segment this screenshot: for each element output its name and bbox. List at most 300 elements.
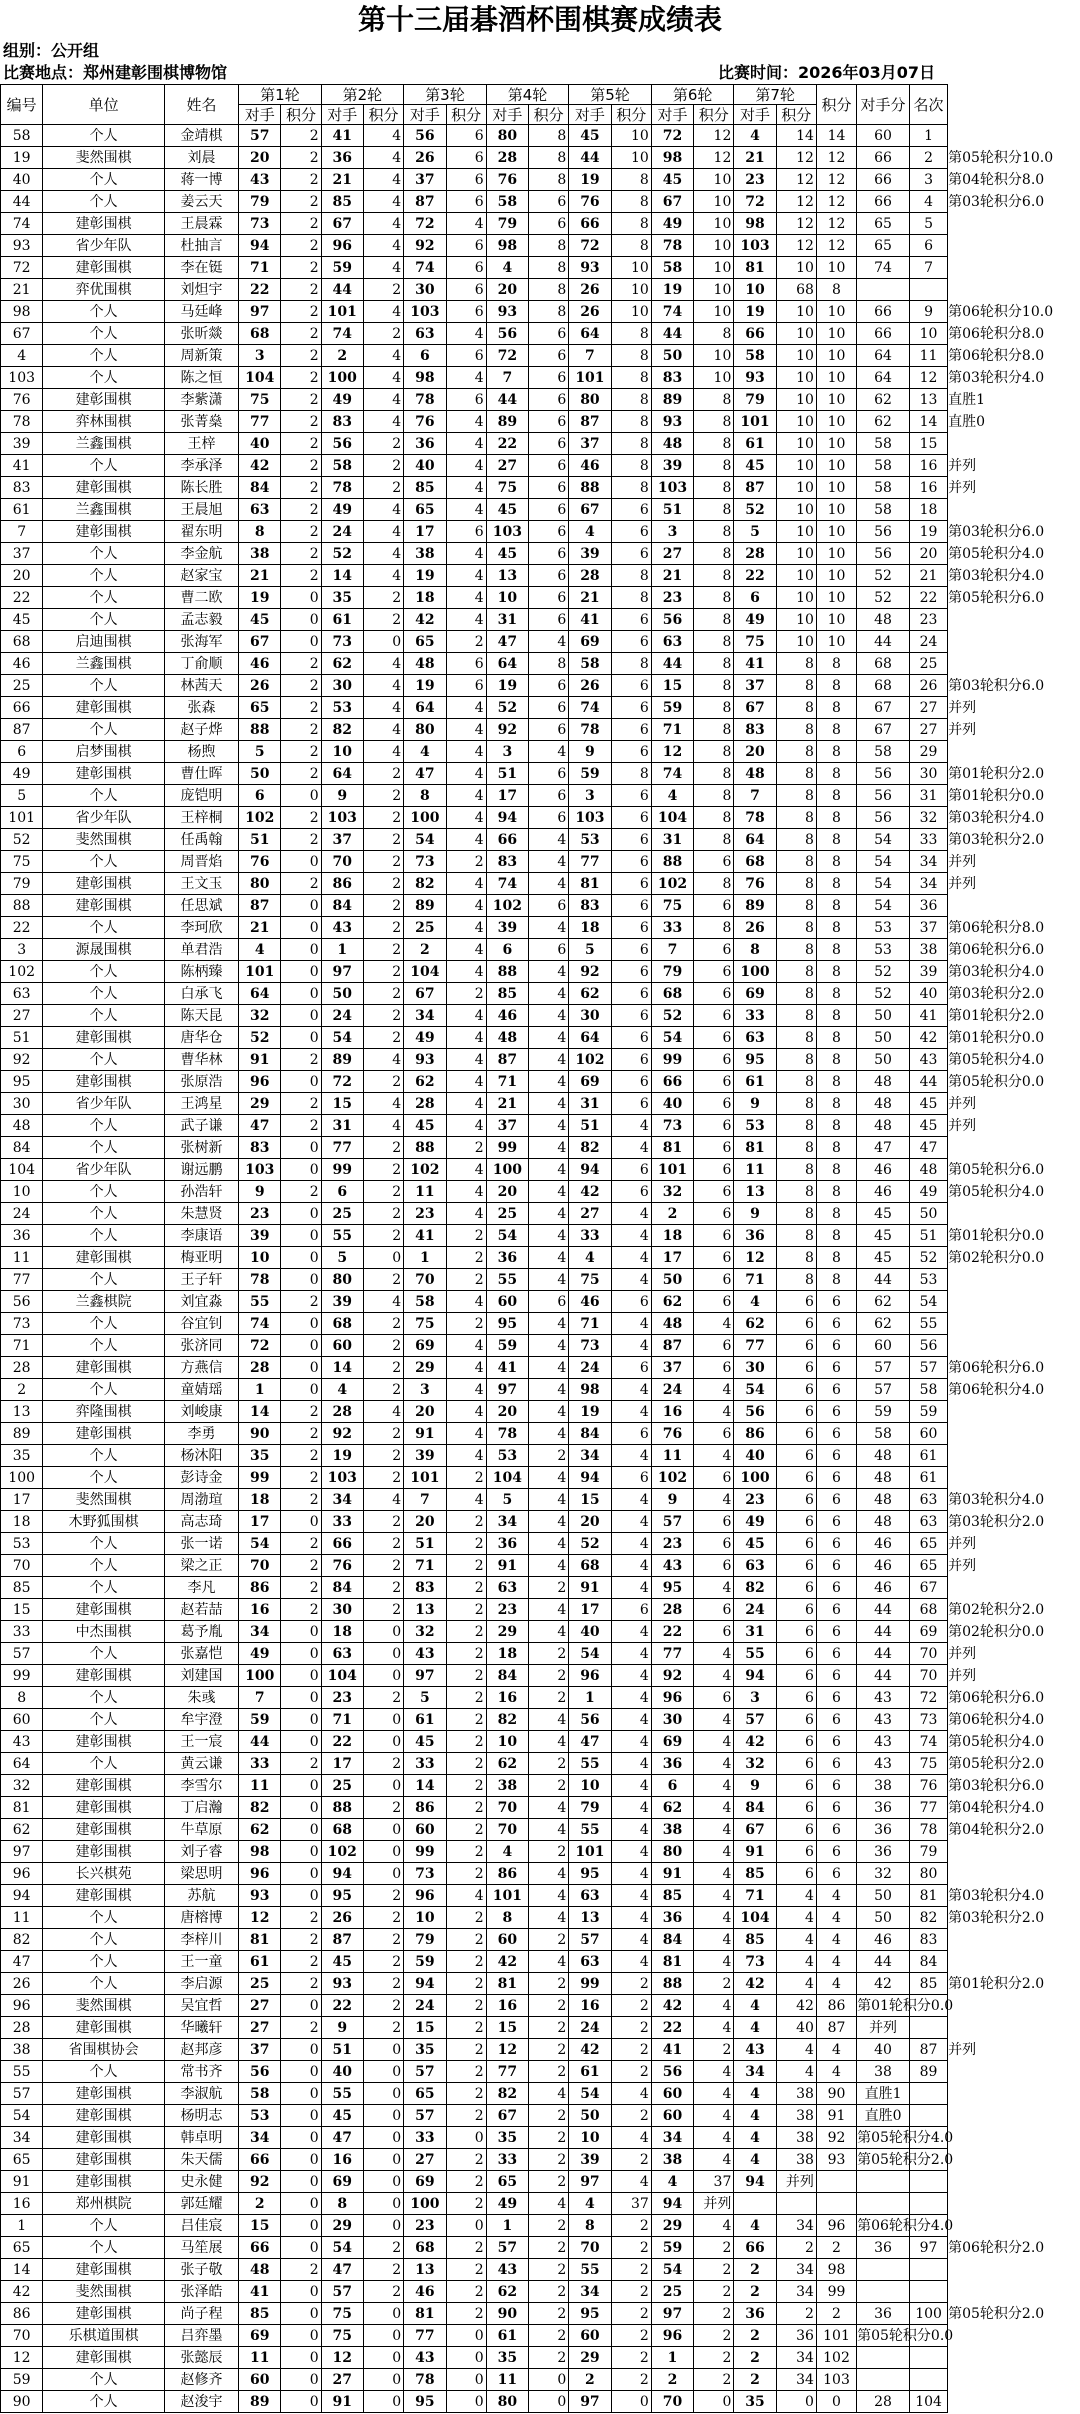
- cell-r7-pts: 6: [776, 1467, 816, 1489]
- cell-r4-pts: 4: [529, 1137, 569, 1159]
- cell-unit: 建彰围棋: [43, 895, 165, 917]
- cell-r3-pts: 2: [446, 2105, 486, 2127]
- cell-r1-pts: 2: [281, 1423, 321, 1445]
- cell-r2-opp: 22: [321, 1731, 363, 1753]
- cell-r3-pts: 4: [446, 829, 486, 851]
- cell-r5-pts: 8: [611, 389, 651, 411]
- cell-rank: 55: [910, 1313, 948, 1335]
- cell-no: 22: [1, 587, 43, 609]
- cell-sos: 66: [857, 191, 910, 213]
- cell-note: 第03轮积分4.0: [948, 809, 1045, 826]
- cell-r4-pts: 2: [529, 2347, 569, 2369]
- cell-r6-pts: 8: [694, 653, 734, 675]
- col-round-6-pts: 积分: [694, 105, 734, 125]
- cell-score: 8: [816, 829, 856, 851]
- cell-r1-opp: 11: [239, 1775, 281, 1797]
- cell-r6-opp: 29: [651, 2215, 693, 2237]
- cell-r4-opp: 80: [486, 2391, 528, 2413]
- cell-r7-opp: 49: [734, 609, 776, 631]
- cell-name: 张昕燚: [165, 323, 239, 345]
- cell-r1-opp: 96: [239, 1863, 281, 1885]
- cell-name: 李勇: [165, 1423, 239, 1445]
- cell-r5-pts: 6: [611, 1599, 651, 1621]
- cell-sos: 53: [857, 917, 910, 939]
- col-name: 姓名: [165, 85, 239, 125]
- cell-r5-opp: 54: [569, 1643, 611, 1665]
- cell-r4-pts: 6: [529, 477, 569, 499]
- cell-r7-pts: 10: [776, 609, 816, 631]
- cell-r4-pts: 4: [529, 1555, 569, 1577]
- cell-r6-pts: 8: [694, 411, 734, 433]
- cell-r4-opp: 34: [486, 1511, 528, 1533]
- cell-r7-pts: 10: [776, 433, 816, 455]
- cell-note: 直胜1: [948, 391, 986, 408]
- cell-r3-pts: 2: [446, 1643, 486, 1665]
- cell-score: 8: [816, 983, 856, 1005]
- table-row: [1, 455, 1080, 477]
- cell-r5-opp: 70: [569, 2237, 611, 2259]
- cell-r2-opp: 102: [321, 1841, 363, 1863]
- cell-no: 24: [1, 1203, 43, 1225]
- cell-r5-pts: 6: [611, 543, 651, 565]
- cell-no: 17: [1, 1489, 43, 1511]
- cell-r6-opp: 17: [651, 1247, 693, 1269]
- cell-sos: 44: [857, 1621, 910, 1643]
- cell-r4-pts: 4: [529, 917, 569, 939]
- cell-r1-pts: 0: [281, 1687, 321, 1709]
- cell-no: 21: [1, 279, 43, 301]
- cell-note: [948, 1995, 1080, 2017]
- cell-sos: 直胜0: [857, 2105, 910, 2127]
- cell-note: [948, 2061, 1080, 2083]
- cell-r4-pts: 2: [529, 2303, 569, 2325]
- cell-r4-pts: 6: [529, 345, 569, 367]
- cell-name: 李金航: [165, 543, 239, 565]
- cell-r2-opp: 75: [321, 2325, 363, 2347]
- cell-name: 王晨霖: [165, 213, 239, 235]
- cell-r4-pts: 2: [529, 1753, 569, 1775]
- cell-r7-opp: 71: [734, 1885, 776, 1907]
- cell-r4-opp: 70: [486, 1797, 528, 1819]
- cell-unit: 建彰围棋: [43, 477, 165, 499]
- cell-score: 6: [816, 1775, 856, 1797]
- cell-r7-opp: 43: [734, 2039, 776, 2061]
- table-row: [1, 1621, 1080, 1643]
- cell-r1-pts: 0: [281, 2303, 321, 2325]
- cell-name: 唐华仓: [165, 1027, 239, 1049]
- cell-r5-pts: 0: [611, 2391, 651, 2413]
- cell-r2-opp: 84: [321, 895, 363, 917]
- cell-name: 高志琦: [165, 1511, 239, 1533]
- cell-r2-opp: 103: [321, 1467, 363, 1489]
- cell-r4-pts: 6: [529, 1291, 569, 1313]
- cell-r4-pts: 2: [529, 1445, 569, 1467]
- cell-r5-pts: 4: [611, 1951, 651, 1973]
- cell-no: 40: [1, 169, 43, 191]
- cell-r1-pts: 2: [281, 191, 321, 213]
- cell-r7-opp: 36: [734, 2303, 776, 2325]
- cell-r3-opp: 69: [404, 1335, 446, 1357]
- cell-unit: 兰鑫围棋: [43, 499, 165, 521]
- cell-r3-pts: 6: [446, 389, 486, 411]
- cell-r3-opp: 35: [404, 2039, 446, 2061]
- cell-r6-pts: 2: [694, 2369, 734, 2391]
- cell-sos: 并列: [857, 2017, 910, 2039]
- cell-sos: 54: [857, 895, 910, 917]
- table-row: [1, 1599, 1080, 1621]
- cell-r5-opp: 88: [569, 477, 611, 499]
- cell-r2-pts: 2: [363, 2017, 403, 2039]
- cell-r7-opp: 61: [734, 433, 776, 455]
- cell-unit: 个人: [43, 851, 165, 873]
- cell-score: 6: [816, 1511, 856, 1533]
- table-row: [1, 2083, 1080, 2105]
- cell-r7-opp: 3: [734, 1687, 776, 1709]
- cell-r5-pts: 8: [611, 455, 651, 477]
- cell-r1-pts: 2: [281, 389, 321, 411]
- cell-r7-opp: 9: [734, 1203, 776, 1225]
- cell-r1-opp: 50: [239, 763, 281, 785]
- cell-score: 86: [816, 1995, 856, 2017]
- cell-r1-pts: 0: [281, 851, 321, 873]
- cell-r2-pts: 2: [363, 1203, 403, 1225]
- col-round-5-opp: 对手: [569, 105, 611, 125]
- cell-no: 42: [1, 2281, 43, 2303]
- cell-r5-opp: 55: [569, 1819, 611, 1841]
- cell-r6-pts: 6: [694, 1687, 734, 1709]
- cell-r4-opp: 8: [486, 1907, 528, 1929]
- cell-r6-pts: 4: [694, 2017, 734, 2039]
- cell-sos: [857, 279, 910, 301]
- cell-name: 华曦轩: [165, 2017, 239, 2039]
- cell-r3-pts: 4: [446, 917, 486, 939]
- cell-r1-pts: 0: [281, 895, 321, 917]
- cell-unit: 个人: [43, 1225, 165, 1247]
- cell-note: 第02轮积分0.0: [948, 1249, 1045, 1266]
- cell-r5-pts: 10: [611, 279, 651, 301]
- cell-r6-pts: 6: [694, 1049, 734, 1071]
- col-round-7: 第7轮: [734, 85, 817, 105]
- cell-r4-opp: 55: [486, 1269, 528, 1291]
- cell-r2-opp: 41: [321, 125, 363, 147]
- cell-r1-pts: 0: [281, 2215, 321, 2237]
- cell-name: 陈柄臻: [165, 961, 239, 983]
- cell-r2-pts: 0: [363, 2303, 403, 2325]
- cell-r6-pts: 6: [694, 851, 734, 873]
- cell-r6-opp: 34: [651, 2127, 693, 2149]
- cell-r1-opp: 10: [239, 1247, 281, 1269]
- cell-note: 第05轮积分0.0: [948, 1073, 1045, 1090]
- cell-score: 6: [816, 1599, 856, 1621]
- cell-r3-opp: 8: [404, 785, 446, 807]
- cell-r6-opp: 88: [651, 1973, 693, 1995]
- cell-r3-opp: 40: [404, 455, 446, 477]
- cell-r7-pts: 38: [776, 2105, 816, 2127]
- cell-rank: 65: [910, 1533, 948, 1555]
- cell-r6-pts: 8: [694, 477, 734, 499]
- cell-r5-opp: 5: [569, 939, 611, 961]
- cell-r1-pts: 2: [281, 1115, 321, 1137]
- cell-name: 张一诺: [165, 1533, 239, 1555]
- cell-score: 102: [816, 2347, 856, 2369]
- col-round-2-pts: 积分: [363, 105, 403, 125]
- cell-r2-opp: 74: [321, 323, 363, 345]
- cell-r2-opp: 34: [321, 1489, 363, 1511]
- cell-r3-pts: 2: [446, 2149, 486, 2171]
- cell-r3-opp: 7: [404, 1489, 446, 1511]
- cell-note: 直胜0: [948, 413, 986, 430]
- cell-name: 刘炟宇: [165, 279, 239, 301]
- cell-r4-pts: 2: [529, 2039, 569, 2061]
- cell-r7-opp: 68: [734, 851, 776, 873]
- cell-r1-pts: 0: [281, 1203, 321, 1225]
- cell-r2-pts: 0: [363, 1775, 403, 1797]
- cell-r7-pts: 38: [776, 2127, 816, 2149]
- cell-no: 45: [1, 609, 43, 631]
- cell-name: 李康语: [165, 1225, 239, 1247]
- cell-r6-opp: 79: [651, 961, 693, 983]
- cell-name: 方燕信: [165, 1357, 239, 1379]
- table-row: [1, 1335, 1080, 1357]
- cell-r3-opp: 34: [404, 1005, 446, 1027]
- cell-r2-pts: 4: [363, 125, 403, 147]
- cell-r5-opp: 19: [569, 1401, 611, 1423]
- cell-r7-opp: 10: [734, 279, 776, 301]
- cell-r3-pts: 4: [446, 873, 486, 895]
- cell-r2-opp: 15: [321, 1093, 363, 1115]
- cell-r2-pts: 2: [363, 1027, 403, 1049]
- cell-r3-pts: 2: [446, 1533, 486, 1555]
- cell-r6-pts: 2: [694, 2347, 734, 2369]
- cell-name: 单君浩: [165, 939, 239, 961]
- cell-r7-opp: 4: [734, 2083, 776, 2105]
- cell-r7-pts: 10: [776, 587, 816, 609]
- cell-score: 2: [816, 2303, 856, 2325]
- cell-r7-pts: 8: [776, 807, 816, 829]
- cell-name: 黄云谦: [165, 1753, 239, 1775]
- cell-r3-pts: 4: [446, 1401, 486, 1423]
- cell-r7-pts: 8: [776, 895, 816, 917]
- table-row: [1, 301, 1080, 323]
- cell-r4-pts: 4: [529, 1489, 569, 1511]
- cell-r5-opp: 72: [569, 235, 611, 257]
- cell-name: 张原浩: [165, 1071, 239, 1093]
- cell-r3-opp: 57: [404, 2105, 446, 2127]
- cell-r2-opp: 101: [321, 301, 363, 323]
- cell-r2-pts: 2: [363, 1533, 403, 1555]
- cell-r6-opp: 44: [651, 653, 693, 675]
- cell-rank: 69: [910, 1621, 948, 1643]
- cell-no: 4: [1, 345, 43, 367]
- cell-rank: 19: [910, 521, 948, 543]
- cell-r7-opp: 52: [734, 499, 776, 521]
- cell-r4-opp: 102: [486, 895, 528, 917]
- cell-r1-opp: 12: [239, 1907, 281, 1929]
- cell-r7-opp: 2: [734, 2259, 776, 2281]
- cell-r2-pts: 0: [363, 1643, 403, 1665]
- table-row: [1, 587, 1080, 609]
- cell-r7-opp: 81: [734, 1137, 776, 1159]
- cell-r2-opp: 43: [321, 917, 363, 939]
- cell-r5-opp: 53: [569, 829, 611, 851]
- cell-score: 10: [816, 631, 856, 653]
- cell-no: 58: [1, 125, 43, 147]
- cell-name: 常书齐: [165, 2061, 239, 2083]
- cell-sos: 53: [857, 939, 910, 961]
- cell-r3-opp: 75: [404, 1313, 446, 1335]
- cell-r4-pts: 8: [529, 653, 569, 675]
- cell-r7-pts: 40: [776, 2017, 816, 2039]
- cell-no: 28: [1, 2017, 43, 2039]
- cell-r1-opp: 66: [239, 2149, 281, 2171]
- cell-name: 曹华林: [165, 1049, 239, 1071]
- cell-r7-opp: 9: [734, 1775, 776, 1797]
- cell-no: 48: [1, 1115, 43, 1137]
- cell-r7-opp: 82: [734, 1577, 776, 1599]
- cell-r2-opp: 62: [321, 653, 363, 675]
- cell-r3-pts: 4: [446, 1489, 486, 1511]
- cell-unit: 个人: [43, 169, 165, 191]
- cell-rank: 50: [910, 1203, 948, 1225]
- cell-unit: 建彰围棋: [43, 389, 165, 411]
- cell-r5-opp: 66: [569, 213, 611, 235]
- cell-r5-pts: 8: [611, 235, 651, 257]
- cell-r5-opp: 21: [569, 587, 611, 609]
- cell-r7-pts: 6: [776, 1819, 816, 1841]
- cell-r6-pts: 6: [694, 1555, 734, 1577]
- cell-r5-opp: 76: [569, 191, 611, 213]
- cell-r6-opp: 7: [651, 939, 693, 961]
- table-row: [1, 1533, 1080, 1555]
- cell-note: 第05轮积分10.0: [948, 149, 1054, 166]
- cell-r4-opp: 58: [486, 191, 528, 213]
- cell-r1-pts: 0: [281, 1863, 321, 1885]
- cell-note: 并列: [948, 1557, 977, 1574]
- cell-r1-pts: 0: [281, 1797, 321, 1819]
- cell-r4-pts: 6: [529, 521, 569, 543]
- cell-r7-opp: 71: [734, 1269, 776, 1291]
- cell-r2-opp: 92: [321, 1423, 363, 1445]
- cell-r5-pts: 10: [611, 301, 651, 323]
- cell-r4-opp: 22: [486, 433, 528, 455]
- cell-name: 彭诗金: [165, 1467, 239, 1489]
- cell-unit: 建彰围棋: [43, 1423, 165, 1445]
- cell-r3-opp: 5: [404, 1687, 446, 1709]
- cell-r2-opp: 82: [321, 719, 363, 741]
- cell-r1-pts: 0: [281, 1071, 321, 1093]
- cell-r4-opp: 62: [486, 1753, 528, 1775]
- cell-r2-opp: 68: [321, 1819, 363, 1841]
- cell-score: 10: [816, 499, 856, 521]
- cell-r6-opp: 98: [651, 147, 693, 169]
- cell-r3-pts: 2: [446, 1687, 486, 1709]
- cell-r4-pts: 4: [529, 829, 569, 851]
- cell-r7-pts: 34: [776, 2281, 816, 2303]
- cell-r3-opp: 41: [404, 1225, 446, 1247]
- cell-no: 8: [1, 1687, 43, 1709]
- cell-r4-opp: 7: [486, 367, 528, 389]
- cell-r6-pts: 6: [694, 1203, 734, 1225]
- cell-r5-opp: 83: [569, 895, 611, 917]
- cell-name: 张懿辰: [165, 2347, 239, 2369]
- cell-r1-pts: 0: [281, 1159, 321, 1181]
- cell-note: 并列: [948, 875, 977, 892]
- cell-r5-pts: 4: [611, 1269, 651, 1291]
- cell-r7-opp: 7: [734, 785, 776, 807]
- cell-r6-opp: 99: [651, 1049, 693, 1071]
- cell-r3-pts: 4: [446, 1291, 486, 1313]
- cell-r2-pts: 4: [363, 411, 403, 433]
- cell-score: 0: [816, 2391, 856, 2413]
- cell-note: [948, 2149, 1080, 2171]
- cell-name: 武子谦: [165, 1115, 239, 1137]
- cell-unit: 个人: [43, 1203, 165, 1225]
- cell-note: 第06轮积分10.0: [948, 303, 1054, 320]
- cell-r5-opp: 92: [569, 961, 611, 983]
- cell-note: [948, 499, 1080, 521]
- cell-no: 14: [1, 2259, 43, 2281]
- cell-r6-pts: 12: [694, 125, 734, 147]
- cell-r5-opp: 74: [569, 697, 611, 719]
- cell-name: 李紫潇: [165, 389, 239, 411]
- cell-r1-opp: 80: [239, 873, 281, 895]
- cell-no: 28: [1, 1357, 43, 1379]
- cell-r2-opp: 64: [321, 763, 363, 785]
- cell-r1-opp: 26: [239, 675, 281, 697]
- cell-r4-pts: 4: [529, 1379, 569, 1401]
- cell-r4-pts: 6: [529, 191, 569, 213]
- cell-r2-opp: 84: [321, 1577, 363, 1599]
- cell-r2-opp: 40: [321, 2061, 363, 2083]
- cell-r6-opp: 84: [651, 1929, 693, 1951]
- cell-r5-opp: 34: [569, 1445, 611, 1467]
- cell-r5-opp: 84: [569, 1423, 611, 1445]
- cell-score: 4: [816, 2039, 856, 2061]
- cell-r2-opp: 45: [321, 2105, 363, 2127]
- cell-r3-opp: 89: [404, 895, 446, 917]
- cell-r6-pts: 6: [694, 1137, 734, 1159]
- cell-r1-pts: 2: [281, 169, 321, 191]
- cell-r4-pts: 6: [529, 565, 569, 587]
- cell-unit: 建彰围棋: [43, 1775, 165, 1797]
- cell-r7-pts: 34: [776, 2347, 816, 2369]
- table-row: [1, 389, 1080, 411]
- cell-score: 6: [816, 1291, 856, 1313]
- cell-r7-pts: 6: [776, 1555, 816, 1577]
- cell-r6-pts: 8: [694, 565, 734, 587]
- cell-r4-opp: 85: [486, 983, 528, 1005]
- cell-r6-pts: 2: [694, 2303, 734, 2325]
- cell-r4-pts: 6: [529, 785, 569, 807]
- cell-r1-pts: 0: [281, 917, 321, 939]
- cell-r6-opp: 74: [651, 301, 693, 323]
- cell-r3-pts: 2: [446, 1555, 486, 1577]
- cell-r3-opp: 65: [404, 499, 446, 521]
- cell-no: 43: [1, 1731, 43, 1753]
- cell-r7-opp: 100: [734, 1467, 776, 1489]
- col-sos: 对手分: [857, 85, 910, 125]
- cell-r3-opp: 101: [404, 1467, 446, 1489]
- page-title: 第十三届碁酒杯围棋赛成绩表: [357, 3, 722, 36]
- cell-r5-opp: 87: [569, 411, 611, 433]
- cell-r7-opp: 53: [734, 1115, 776, 1137]
- cell-r2-opp: 23: [321, 1687, 363, 1709]
- cell-r5-pts: 8: [611, 433, 651, 455]
- cell-r6-pts: 4: [694, 1753, 734, 1775]
- cell-score: 6: [816, 1753, 856, 1775]
- cell-note: [948, 1269, 1080, 1291]
- cell-r3-pts: 2: [446, 1269, 486, 1291]
